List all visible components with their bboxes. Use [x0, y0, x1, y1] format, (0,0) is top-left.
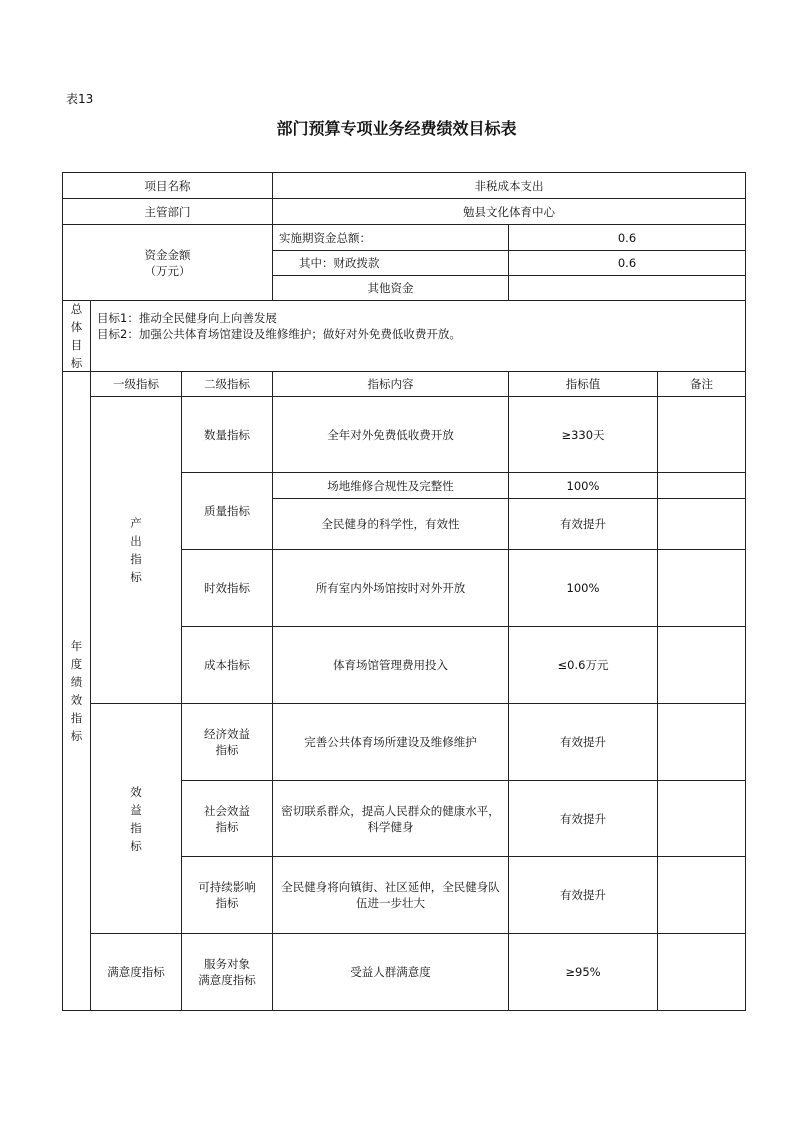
level1-output — [90, 396, 182, 704]
value-cell: ≥330天 — [508, 396, 658, 473]
goal-label — [62, 300, 91, 372]
content-cell: 全民健身的科学性，有效性 — [272, 498, 509, 550]
level1-benefit — [90, 703, 182, 934]
level2-cell: 社会效益 指标 — [181, 780, 273, 857]
level1-satisfaction: 满意度指标 — [90, 933, 182, 1011]
value-cell: ≥95% — [508, 933, 658, 1011]
remark-cell — [657, 396, 746, 473]
value-cell: 有效提升 — [508, 780, 658, 857]
level2-cell: 数量指标 — [181, 396, 273, 473]
header-4: 备注 — [657, 371, 746, 397]
goal-content — [90, 300, 746, 372]
remark-cell — [657, 498, 746, 550]
goal-label-text: 总体目标 — [70, 302, 83, 370]
value-cell: 100% — [508, 549, 658, 627]
content-cell: 场地维修合规性及完整性 — [272, 472, 509, 499]
value-cell: 有效提升 — [508, 498, 658, 550]
header-1: 二级指标 — [181, 371, 273, 397]
goal-1: 目标1：推动全民健身向上向善发展 — [97, 311, 277, 325]
content-cell: 受益人群满意度 — [272, 933, 509, 1011]
content-cell: 密切联系群众，提高人民群众的健康水平，科学健身 — [272, 780, 509, 857]
remark-cell — [657, 856, 746, 934]
content-cell: 所有室内外场馆按时对外开放 — [272, 549, 509, 627]
value-cell: ≤0.6万元 — [508, 626, 658, 704]
table-number: 表13 — [66, 92, 94, 106]
value-cell: 有效提升 — [508, 703, 658, 781]
project-name-value: 非税成本支出 — [272, 172, 746, 199]
fund-fiscal-label: 其中：财政拨款 — [272, 250, 509, 276]
dept-label: 主管部门 — [62, 198, 273, 225]
level2-cell: 时效指标 — [181, 549, 273, 627]
remark-cell — [657, 549, 746, 627]
header-2: 指标内容 — [272, 371, 509, 397]
remark-cell — [657, 626, 746, 704]
project-name-label: 项目名称 — [62, 172, 273, 199]
fund-label: 资金金额 （万元） — [62, 224, 273, 301]
level2-cell: 经济效益 指标 — [181, 703, 273, 781]
level2-cell: 可持续影响 指标 — [181, 856, 273, 934]
page-title: 部门预算专项业务经费绩效目标表 — [276, 119, 517, 138]
level2-cell: 成本指标 — [181, 626, 273, 704]
value-cell: 有效提升 — [508, 856, 658, 934]
fund-fiscal-value: 0.6 — [508, 250, 746, 276]
content-cell: 全民健身将向镇街、社区延伸，全民健身队伍进一步壮大 — [272, 856, 509, 934]
remark-cell — [657, 472, 746, 499]
level2-cell: 质量指标 — [181, 472, 273, 550]
dept-value: 勉县文化体育中心 — [272, 198, 746, 225]
content-cell: 体育场馆管理费用投入 — [272, 626, 509, 704]
level1-output-text: 产出指标 — [130, 516, 142, 584]
goal-2: 目标2：加强公共体育场馆建设及维修维护；做好对外免费低收费开放。 — [97, 327, 461, 341]
remark-cell — [657, 933, 746, 1011]
level1-benefit-text: 效益指标 — [130, 784, 142, 853]
remark-cell — [657, 703, 746, 781]
header-0: 一级指标 — [90, 371, 182, 397]
remark-cell — [657, 780, 746, 857]
content-cell: 完善公共体育场所建设及维修维护 — [272, 703, 509, 781]
annual-label — [62, 371, 91, 1011]
fund-total-value: 0.6 — [508, 224, 746, 251]
value-cell: 100% — [508, 472, 658, 499]
content-cell: 全年对外免费低收费开放 — [272, 396, 509, 473]
annual-label-text: 年度绩效指标 — [70, 639, 83, 743]
fund-other-label: 其他资金 — [272, 275, 509, 301]
level2-cell: 服务对象 满意度指标 — [181, 933, 273, 1011]
fund-other-value — [508, 275, 746, 301]
fund-total-label: 实施期资金总额： — [272, 224, 509, 251]
header-3: 指标值 — [508, 371, 658, 397]
